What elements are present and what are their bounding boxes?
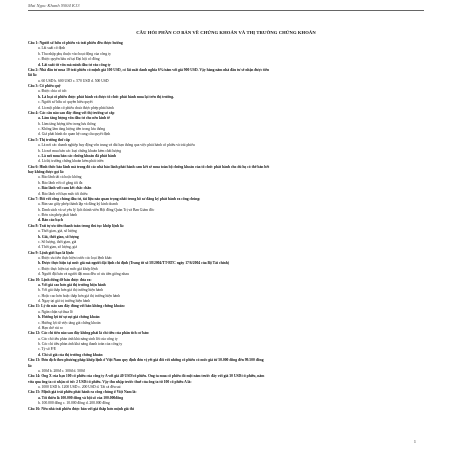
option-line: a. Bảo lãnh tất cả hoặc không	[38, 175, 82, 180]
answer-option: b. Là loại cổ phiếu được phát hành và được tổ chức phát hành mua lại trên thị trường.	[38, 94, 175, 99]
answer-option: c. Bảo lãnh với cam kết chắc chắn	[38, 186, 92, 191]
answer-option: a. Tối thiểu là 100.000 đồng và bội số của 100.000đồng	[38, 395, 124, 400]
option-line: b. 100.000 đồng c. 10.000 đồng d. 200.000 đồng	[38, 401, 110, 406]
option-line: d. Người đặt bán và người đặt mua đều có ưu tiên giống nhau	[38, 272, 129, 277]
option-line: c. Hoặc cao hơn hoặc thấp hơn giá thị trường hiện hành	[38, 293, 120, 298]
option-line: a. Là nơi các doanh nghiệp huy động vốn trung và dài hạn thông qua việc phát hành cổ phiếu và trái phiếu	[38, 143, 195, 148]
answer-option: a. Làm tăng lượng vốn đầu tư cho nền kinh tế	[38, 116, 110, 121]
option-line: d. Hạn chế rủi ro	[38, 325, 63, 330]
page-number: 1	[413, 439, 416, 444]
option-line: d. Ngay tại giá trị trường hiện hành	[38, 299, 91, 303]
option-line: a. Lãi suất cố định	[38, 46, 66, 51]
option-line: d. Bảo lãnh với hạn mức tối thiểu	[38, 191, 88, 196]
option-line: a. 100đ b. 200đ c. 300đ d. 500đ	[38, 368, 85, 373]
option-line: a. 1000 USD b. 1200 USD c. 200 USD d. Tất cả đều sai	[38, 385, 121, 389]
option-line: d. Giá phát hành do quan hệ cung cầu quyết định	[38, 132, 111, 137]
question-line: Câu 16: Nếu nhà trái phiếu được bán với giá thấp hơn mệnh giá thì	[28, 406, 134, 411]
question-line: lãi là:	[28, 73, 37, 78]
option-line: a. Các chỉ tiêu phản ánh khả năng sinh lời của công ty	[38, 336, 118, 341]
answer-option: d. Bản cáo bạch	[38, 218, 63, 223]
question-line: Câu 3: Cổ phiếu quỹ	[28, 84, 61, 88]
option-line: c. Đơn xin phép phát hành	[38, 213, 78, 217]
option-line: c. Người sở hữu có quyền biểu quyết	[38, 100, 93, 105]
question-line: Câu 9: Lệnh giới hạn là lệnh:	[28, 250, 75, 255]
answer-option: d. Lãi suất từ vốn mà mình đầu tư vào công ty	[38, 62, 111, 67]
question-line: Câu 6: Hình thức bảo lãnh mà trong đó các nhà bảo lãnh phát hành cam kết sẽ mua toàn bộ chứng khoán của tổ chức phát hành cho dù họ có thể bán hết	[28, 164, 270, 169]
document-title: CÂU HỎI PHẦN CƠ BẢN VỀ CHỨNG KHOÁN VÀ THỊ TRƯỜNG CHỨNG KHOÁN	[136, 30, 316, 35]
option-line: a. Bản sao giấy phép thành lập và đăng ký kinh doanh	[38, 202, 118, 207]
question-line: Câu 2: Nhà đầu tư mua 10 trái phiếu có mệnh giá 100 USD, có lãi suất danh nghĩa 6%/năm với giá 900 USD. Vậy hàng năm nhà đầu tư sẽ nhận được tiền	[28, 67, 270, 72]
question-line: Câu 15: Mệnh giá trái phiếu phát hành ra công chúng ở Việt Nam là:	[28, 390, 137, 395]
option-line: c. Được thực hiện tại mức giá khớp lệnh	[38, 266, 98, 271]
option-line: a. Thời gian, giá, số lượng	[38, 229, 77, 234]
option-line: a. Được chia cổ tức	[38, 89, 67, 94]
option-line: a. Ngăn chặn sự thua lỗ	[38, 309, 73, 314]
question-line: Câu 10: Lệnh dừng để bán được đưa ra:	[28, 277, 92, 282]
answer-option: d. Chỉ số giá của thị trường chứng khoán	[38, 352, 103, 357]
option-line: d. Là thị trường chứng khoán kém phát triển	[38, 159, 104, 164]
option-line: b. Là nơi mua bán các loại chứng khoán kém chất lượng	[38, 148, 122, 153]
option-line: c. Được quyền bầu cử tại Đại hội cổ đông	[38, 57, 100, 62]
question-line: Câu 12: Các chỉ tiêu nào sau đây không phải là chỉ tiêu của phân tích cơ bản:	[28, 331, 150, 336]
answer-option: a. Với giá cao hơn giá thị trường hiện hành	[38, 282, 106, 287]
option-line: b. Với giá thấp hơn giá thị trường hiện hành	[38, 288, 103, 293]
option-line: c. Số lượng, thời gian, giá	[38, 239, 77, 244]
answer-option: b. Giá, thời gian, số lượng	[38, 234, 79, 239]
option-line: b. Các chỉ tiêu phản ánh khả năng thanh toán của công ty	[38, 342, 123, 346]
option-line: d. Thời gian, số lượng, giá	[38, 245, 78, 250]
option-line: c. Hưởng lợi từ việc tăng giá chứng khoán	[38, 320, 101, 325]
question-line: Câu 8: Trái tự ưu tiên thanh toán trong thủ tục khớp lệnh là:	[28, 223, 124, 228]
option-line: b. Làm tăng lượng tiền trong lưu thông	[38, 121, 96, 126]
header-divider	[28, 10, 424, 11]
question-line: vừa qua ông ta có nhận cổ tức 2 USD/cổ phiếu. Vậy thu nhập trước thuế của ông ta từ 100 cổ phiếu A là:	[28, 379, 192, 384]
option-line: a. 60 USD b. 600 USD c. 570 USD d. 500 USD	[38, 78, 109, 83]
question-line: Câu 4: Các câu nào sau đây đúng với thị trường sơ cấp	[28, 110, 115, 115]
option-line: b. Thu nhập phụ thuộc vào hoạt động của công ty	[38, 51, 111, 56]
question-line: hay không được gọi là:	[28, 170, 65, 174]
question-line: Câu 5: Thị trường thứ cấp	[28, 137, 70, 142]
option-line: b. Danh sách và sơ yếu lý lịch thành viên Hội đồng Quản Trị và Ban Giám đốc	[38, 207, 155, 212]
question-line: Câu 11: Lý do nào sau đây đúng với bán khống chứng khoán:	[28, 304, 125, 309]
page-header: Mai Ngoc Khanh N004 K13	[28, 3, 80, 8]
question-line: Câu 7: Đối với công chúng đầu tư, tài liệu nào quan trọng nhất trong hồ sơ đăng ký phát hành ra công chúng:	[28, 196, 201, 201]
option-line: b. Bảo lãnh với cố gắng tối đa	[38, 180, 83, 185]
answer-option: b. Được thực hiện tại mức giá mà người đặt lệnh chỉ định (Trang từ số 58/2004/TT-BTC ngày 17/6/2004 của Bộ Tài chính)	[38, 261, 229, 266]
option-line: a. Được ưu tiên thực hiện trước các loại lệnh khác	[38, 256, 112, 260]
option-line: c. Không làm tăng lượng tiền trong lưu thông	[38, 127, 106, 131]
question-line: Câu 14: Ông X của bạn 100 cổ phiếu của công ty A với giá 40 USD/cổ phiếu. Ông ta mua cổ phiếu đó một năm trước đây với giá 30 USD/cổ phiếu, năm	[28, 374, 265, 379]
answer-option: c. Là nơi mua bán các chứng khoán đã phát hành	[38, 153, 116, 158]
question-line: Câu 1: Người sở hữu cổ phiếu và trái phiếu đều được hưởng	[28, 41, 123, 45]
question-line: Câu 13: Đơn dịch theo phương pháp khớp lệnh ở Việt Nam quy định đơn vị yết giá đối với những cổ phiếu có mức giá từ 50.000 đồng đến 99.500 đồng	[28, 358, 264, 363]
option-line: d. Là một phần cổ phiếu chưa được phép phát hành	[38, 105, 114, 110]
option-line: c. Tỷ số P/E	[38, 347, 56, 352]
question-list	[28, 41, 424, 412]
question-line: là:	[28, 363, 33, 368]
answer-option: b. Hưởng lợi từ sự sụt giá chứng khoán	[38, 315, 100, 320]
